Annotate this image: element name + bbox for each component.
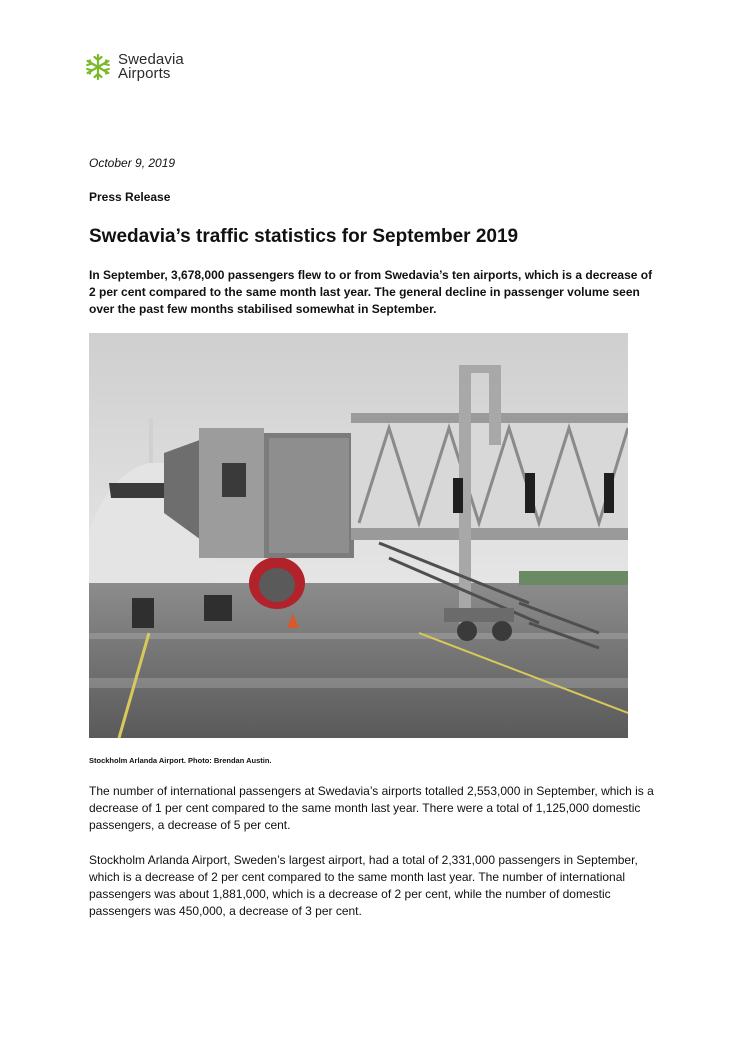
document-label: Press Release: [89, 190, 171, 204]
release-date: October 9, 2019: [89, 156, 176, 170]
body-paragraph-2: Stockholm Arlanda Airport, Sweden’s largest airport, had a total of 2,331,000 passengers in September, which is a decrease of 2 per cent compared to the same month last year. The number of international passengers was about 1,881,000, which is a decrease of 2 per cent, while the number of domestic passengers was 450,000, a decrease of 3 per cent.: [89, 853, 638, 918]
logo-line-1: Swedavia: [118, 51, 184, 68]
lead-paragraph: In September, 3,678,000 passengers flew to or from Swedavia’s ten airports, which is a decrease of 2 per cent compared to the same month last year. The general decline in passenger volume seen over the past few months stabilised somewhat in September.: [89, 268, 653, 316]
photo-caption: Stockholm Arlanda Airport. Photo: Brendan Austin.: [89, 756, 272, 765]
page-title: Swedavia’s traffic statistics for September 2019: [89, 226, 519, 247]
logo-line-2: Airports: [118, 65, 171, 82]
body-paragraph-1: The number of international passengers at Swedavia’s airports totalled 2,553,000 in September, which is a decrease of 1 per cent compared to the same month last year. There were a total of 1,125,000 domestic passengers, a decrease of 5 per cent.: [89, 784, 654, 832]
snowflake-icon: [84, 53, 112, 81]
swedavia-logo: [84, 53, 184, 81]
airport-photo: [89, 333, 628, 738]
airport-photo-illustration: [89, 333, 628, 738]
logo-wordmark: [118, 53, 184, 81]
